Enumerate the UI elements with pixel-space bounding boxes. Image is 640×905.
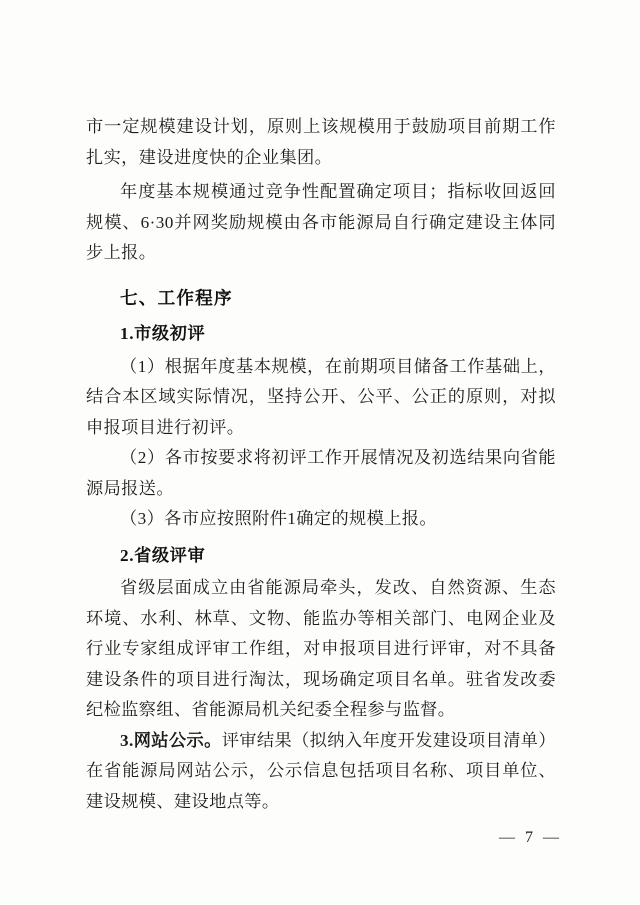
paragraph-provincial-review-body: 省级层面成立由省能源局牵头，发改、自然资源、生态环境、水利、林草、文物、能监办等相关部门、电网企业及行业专家组成评审工作组，对申报项目进行评审，对不具备建设条件的项目进行淘汰，现场确定项目名单。驻省发改委纪检监察组、省能源局机关纪委全程参与监督。 (86, 578, 556, 719)
paragraph-website-publicity (86, 726, 556, 818)
paragraph-item-2: （2）各市按要求将初评工作开展情况及初选结果向省能源局报送。 (86, 448, 556, 498)
page-number: — 7 — (499, 829, 562, 846)
inline-heading-website-publicity: 3.网站公示。 (120, 730, 222, 750)
paragraph-website-publicity-text: 评审结果（拟纳入年度开发建设项目清单）在省能源局网站公示，公示信息包括项目名称、项目单位、建设规模、建设地点等。 (86, 730, 556, 811)
subsection-heading-city-review: 1.市级初评 (120, 324, 206, 343)
paragraph-continuation: 市一定规模建设计划，原则上该规模用于鼓励项目前期工作扎实，建设进度快的企业集团。 (86, 117, 556, 167)
section-heading-work-procedure: 七、工作程序 (120, 287, 233, 308)
paragraph-annual-scale: 年度基本规模通过竞争性配置确定项目；指标收回返回规模、6·30并网奖励规模由各市能源局自行确定建设主体同步上报。 (86, 182, 556, 262)
document-body (86, 112, 556, 817)
paragraph-item-1: （1）根据年度基本规模，在前期项目储备工作基础上，结合本区域实际情况，坚持公开、公平、公正的原则，对拟申报项目进行初评。 (86, 356, 556, 437)
paragraph-item-3: （3）各市应按照附件1确定的规模上报。 (120, 509, 437, 528)
subsection-heading-provincial-review: 2.省级评审 (120, 545, 206, 565)
